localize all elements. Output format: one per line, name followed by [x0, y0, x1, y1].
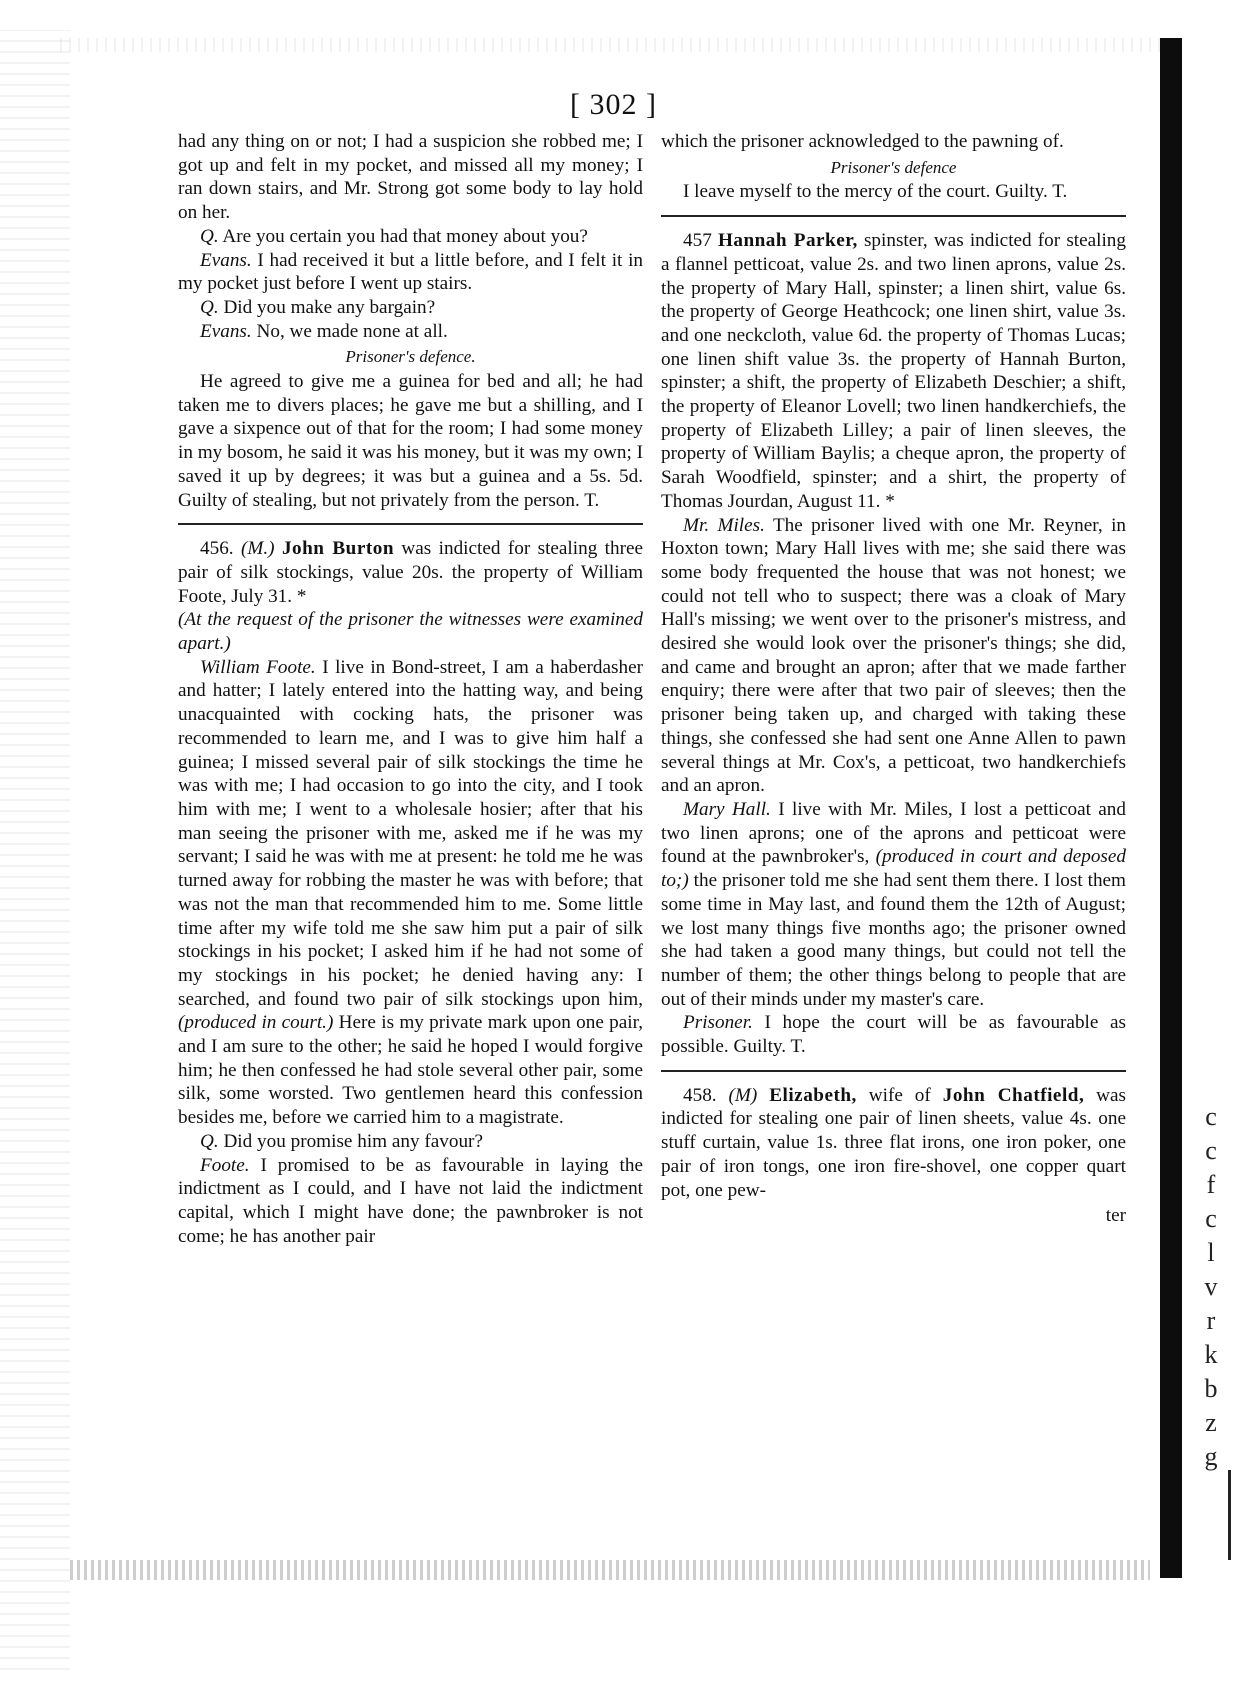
question-paragraph: [178, 296, 643, 320]
testimony-text: The prisoner lived with one Mr. Reyner, in Hoxton town; Mary Hall lives with me; she said there was some body frequented the house that was not honest; we could not tell who to suspect; there was a cloak of Mary Hall's missing; we went over to the prisoner's mistress, and desired she would look over the prisoner's things; she did, and came and brought an apron; after that we made farther enquiry; there were after that two pair of sleeves; then the prisoner being taken up, and charged with taking these things, she confessed she had sent one Anne Allen to pawn several things at Mr. Cox's, a petticoat, two handkerchiefs and an apron.: [661, 514, 1126, 797]
case-number: 458.: [683, 1084, 717, 1106]
question-mark-label: Q.: [200, 296, 219, 318]
section-heading: Prisoner's defence.: [345, 347, 476, 367]
defendant-name: Hannah Parker,: [717, 230, 858, 252]
margin-letter: v: [1204, 1272, 1218, 1301]
question-paragraph: [178, 225, 643, 249]
paragraph: which the prisoner acknowledged to the pawning of.: [661, 131, 1064, 152]
case-indictment: [661, 229, 1126, 513]
case-number: 456.: [200, 538, 234, 560]
defence-text: I hope the court will be as favourable as possible. Guilty. T.: [661, 1012, 1126, 1058]
binding-edge-line: [1228, 1470, 1231, 1560]
book-binding-shadow: [1160, 38, 1182, 1578]
question-mark-label: Q.: [200, 225, 219, 247]
margin-letter: c: [1205, 1204, 1217, 1233]
scan-noise-top: [60, 38, 1160, 52]
defence-paragraph: I leave myself to the mercy of the court. Guilty. T.: [683, 181, 1068, 203]
testimony-paragraph: [178, 656, 643, 1130]
speaker-label: William Foote.: [200, 656, 316, 678]
testimony-text: I promised to be as favourable in laying the indictment as I could, and I have not laid the indictment capital, which I might have done; the pawnbroker is not come; he has another pair: [178, 1154, 643, 1247]
section-heading: Prisoner's defence: [830, 157, 957, 177]
defendant-name: Elizabeth,: [769, 1084, 857, 1106]
case-number: 457: [683, 230, 712, 252]
case-divider: [661, 215, 1126, 217]
testimony-text-cont: Here is my private mark upon one pair, and I am sure to the other; he said he hoped I would forgive him; he then confessed he had stole several other pair, some silk, some worsted. Two gentlemen heard this confession besides me, before we carried him to a magistrate.: [178, 1012, 643, 1129]
catchword: ter: [1105, 1205, 1126, 1227]
question-text: Are you certain you had that money about you?: [218, 225, 588, 247]
case-indictment: [178, 537, 643, 608]
testimony-paragraph: [661, 798, 1126, 1011]
question-text: Did you promise him any favour?: [218, 1130, 483, 1152]
case-indictment: [661, 1084, 1126, 1203]
court-mark: (M.): [240, 538, 275, 560]
speaker-label: Evans.: [200, 249, 252, 271]
speaker-label: Mr. Miles.: [683, 514, 765, 536]
speaker-label: Evans.: [200, 320, 252, 342]
margin-letter: k: [1204, 1340, 1218, 1369]
case-divider: [661, 1070, 1126, 1072]
testimony-text: I live in Bond-street, I am a haberdasher and hatter; I lately entered into the hatting way, and being unacquainted with cocking hats, the prisoner was recommended to learn me, and I was to give him half a guinea; I missed several pair of silk stockings the time he was with me; I had occasion to go into the city, and I took him with me; I went to a wholesale hosier; after that his man seeing the prisoner with me, asked me if he was my servant; I said he was with me at present: he told me he was turned away for robbing the master he was with before; that was not the man that recommended him to me. Some little time after my wife told me she saw him put a pair of silk stockings in his pocket; I asked him if he had not some of my stockings in his pocket; he denied having any: I searched, and found two pair of silk stockings upon him,: [178, 656, 643, 1010]
page-number: [ 302 ]: [570, 88, 657, 121]
scan-noise-left: [0, 30, 70, 1670]
defendant-name: John Burton: [281, 538, 395, 560]
court-mark: (M): [728, 1084, 758, 1106]
testimony-text: I live with Mr. Miles, I lost a petticoat and two linen aprons; one of the aprons and petticoat were found at the pawnbroker's,: [661, 798, 1126, 868]
testimony-paragraph: [178, 1154, 643, 1249]
left-column: [178, 130, 643, 1248]
court-note: (At the request of the prisoner the witnesses were examined apart.): [178, 609, 643, 655]
question-mark-label: Q.: [200, 1130, 219, 1152]
testimony-paragraph: [178, 249, 643, 296]
margin-letter: f: [1206, 1170, 1216, 1199]
indictment-text: was indicted for stealing three pair of silk stockings, value 20s. the property of William Foote, July 31. *: [178, 538, 644, 607]
margin-letter: c: [1205, 1102, 1217, 1131]
margin-letter: c: [1205, 1136, 1217, 1165]
speaker-label: Foote.: [200, 1154, 250, 1176]
testimony-text-cont: the prisoner told me she had sent them there. I lost them some time in May last, and found them the 12th of August; we lost many things five months ago; the prisoner owned she had taken a good many things, but could not tell the number of them; the other things belong to people that are out of their minds under my master's care.: [661, 870, 1126, 1010]
right-column: [661, 130, 1126, 1228]
facing-page-margin: [1198, 1100, 1224, 1474]
margin-letter: r: [1206, 1306, 1216, 1335]
margin-letter: l: [1207, 1238, 1215, 1267]
case-divider: [178, 523, 643, 525]
testimony-text: No, we made none at all.: [251, 320, 448, 342]
margin-letter: z: [1205, 1408, 1217, 1437]
speaker-label: Prisoner.: [683, 1012, 753, 1034]
testimony-paragraph: [178, 320, 643, 344]
defence-paragraph: [661, 1011, 1126, 1058]
margin-letter: g: [1204, 1442, 1218, 1471]
indictment-text: spinster, was indicted for stealing a flannel petticoat, value 2s. and two linen aprons, value 2s. the property of Mary Hall, spinster; a linen shirt, value 6s. the property of George Heathcock; one linen shirt, value 3s. and one neckcloth, value 6d. the property of Thomas Lucas; one linen shift value 3s. the property of Hannah Burton, spinster; a shift, the property of Elizabeth Deschier; a shift, the property of Eleanor Lovell; two linen handkerchiefs, the property of Elizabeth Lilley; a pair of linen sleeves, the property of William Baylis; a cheque apron, the property of Sarah Woodfield, spinster; and a shirt, the property of Thomas Jourdan, August 11. *: [661, 230, 1126, 512]
court-note-inline: (produced in court.): [178, 1012, 334, 1034]
testimony-text: I had received it but a little before, and I felt it in my pocket just before I went up stairs.: [178, 249, 643, 295]
indictment-text-cont: was indicted for stealing one pair of linen sheets, value 4s. one stuff curtain, value 1s. three flat irons, one iron poker, one pair of iron tongs, one iron fire-shovel, one copper quart pot, one pew-: [661, 1084, 1127, 1201]
indictment-text: wife of: [856, 1084, 943, 1106]
testimony-paragraph: [661, 514, 1126, 798]
margin-letter: b: [1204, 1374, 1218, 1403]
speaker-label: Mary Hall.: [683, 798, 771, 820]
court-note-inline: (produced in court and deposed to;): [661, 846, 1126, 892]
defence-paragraph: He agreed to give me a guinea for bed and all; he had taken me to divers places; he gave me but a shilling, and I gave a sixpence out of that for the room; I had some money in my bosom, he said it was his money, but it was my own; I saved it up by degrees; it was but a guinea and a 5s. 5d. Guilty of stealing, but not privately from the person. T.: [178, 371, 643, 511]
question-text: Did you make any bargain?: [218, 296, 436, 318]
scan-noise-bottom: [70, 1560, 1150, 1580]
question-paragraph: [178, 1130, 643, 1154]
paragraph: had any thing on or not; I had a suspicion she robbed me; I got up and felt in my pocket, and missed all my money; I ran down stairs, and Mr. Strong got some body to lay hold on her.: [178, 131, 643, 224]
husband-name: John Chatfield,: [942, 1084, 1085, 1106]
